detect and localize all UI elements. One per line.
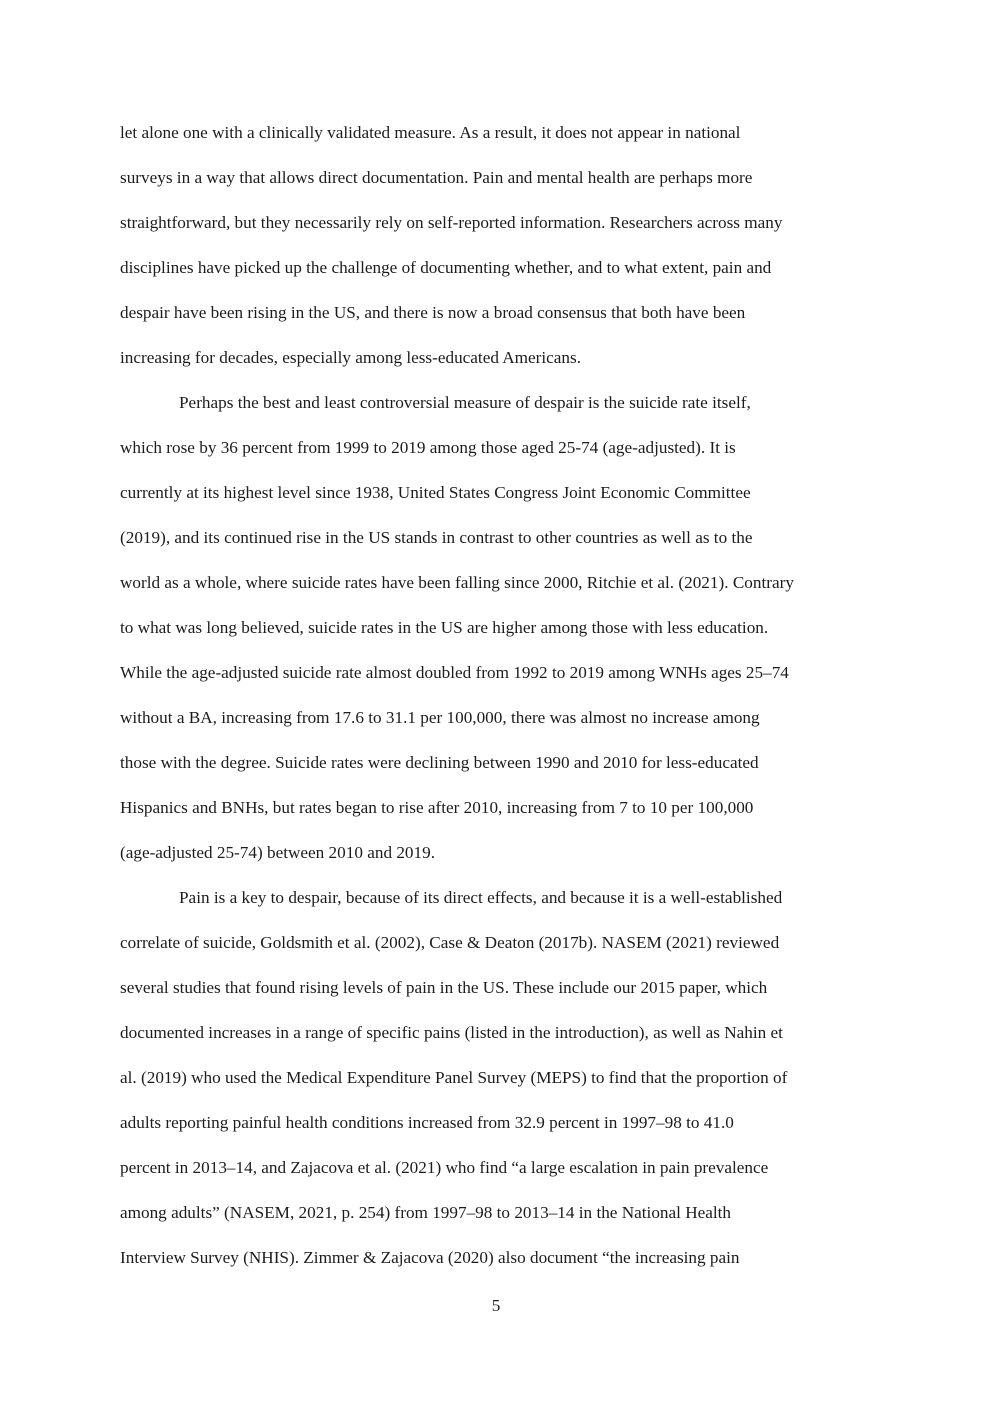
text-line: Interview Survey (NHIS). Zimmer & Zajacova (2020) also document “the increasing pain: [120, 1248, 740, 1267]
text-line: several studies that found rising levels of pain in the US. These include our 2015 paper, which: [120, 978, 768, 997]
text-line: Hispanics and BNHs, but rates began to rise after 2010, increasing from 7 to 10 per 100,000: [120, 798, 754, 817]
text-line: those with the degree. Suicide rates were declining between 1990 and 2010 for less-educated: [120, 753, 759, 772]
text-line: let alone one with a clinically validated measure. As a result, it does not appear in national: [120, 123, 741, 142]
text-line: straightforward, but they necessarily rely on self-reported information. Researchers across many: [120, 213, 783, 232]
text-line: While the age-adjusted suicide rate almost doubled from 1992 to 2019 among WNHs ages 25–74: [120, 663, 789, 682]
text-line: increasing for decades, especially among less-educated Americans.: [120, 348, 582, 367]
text-line: world as a whole, where suicide rates have been falling since 2000, Ritchie et al. (2021). Contrary: [120, 573, 794, 592]
text-line: correlate of suicide, Goldsmith et al. (2002), Case & Deaton (2017b). NASEM (2021) reviewed: [120, 933, 780, 952]
text-line: al. (2019) who used the Medical Expenditure Panel Survey (MEPS) to find that the proportion of: [120, 1068, 788, 1087]
text-line: surveys in a way that allows direct documentation. Pain and mental health are perhaps more: [120, 168, 753, 187]
text-line: documented increases in a range of specific pains (listed in the introduction), as well as Nahin et: [120, 1023, 783, 1042]
body-text: [120, 110, 880, 1280]
text-line: despair have been rising in the US, and there is now a broad consensus that both have been: [120, 303, 746, 322]
text-line: (age-adjusted 25-74) between 2010 and 2019.: [120, 843, 436, 862]
text-line: disciplines have picked up the challenge of documenting whether, and to what extent, pain and: [120, 258, 772, 277]
text-line: Perhaps the best and least controversial measure of despair is the suicide rate itself,: [179, 393, 751, 412]
text-line: currently at its highest level since 1938, United States Congress Joint Economic Committee: [120, 483, 751, 502]
text-line: Pain is a key to despair, because of its direct effects, and because it is a well-established: [179, 888, 783, 907]
text-line: percent in 2013–14, and Zajacova et al. (2021) who find “a large escalation in pain prevalence: [120, 1158, 769, 1177]
text-line: which rose by 36 percent from 1999 to 2019 among those aged 25-74 (age-adjusted). It is: [120, 438, 736, 457]
text-line: adults reporting painful health conditions increased from 32.9 percent in 1997–98 to 41.0: [120, 1113, 734, 1132]
text-line: among adults” (NASEM, 2021, p. 254) from 1997–98 to 2013–14 in the National Health: [120, 1203, 732, 1222]
text-line: to what was long believed, suicide rates in the US are higher among those with less education.: [120, 618, 769, 637]
page-number: 5: [491, 1296, 501, 1315]
text-line: without a BA, increasing from 17.6 to 31.1 per 100,000, there was almost no increase among: [120, 708, 760, 727]
text-line: (2019), and its continued rise in the US stands in contrast to other countries as well as to the: [120, 528, 753, 547]
